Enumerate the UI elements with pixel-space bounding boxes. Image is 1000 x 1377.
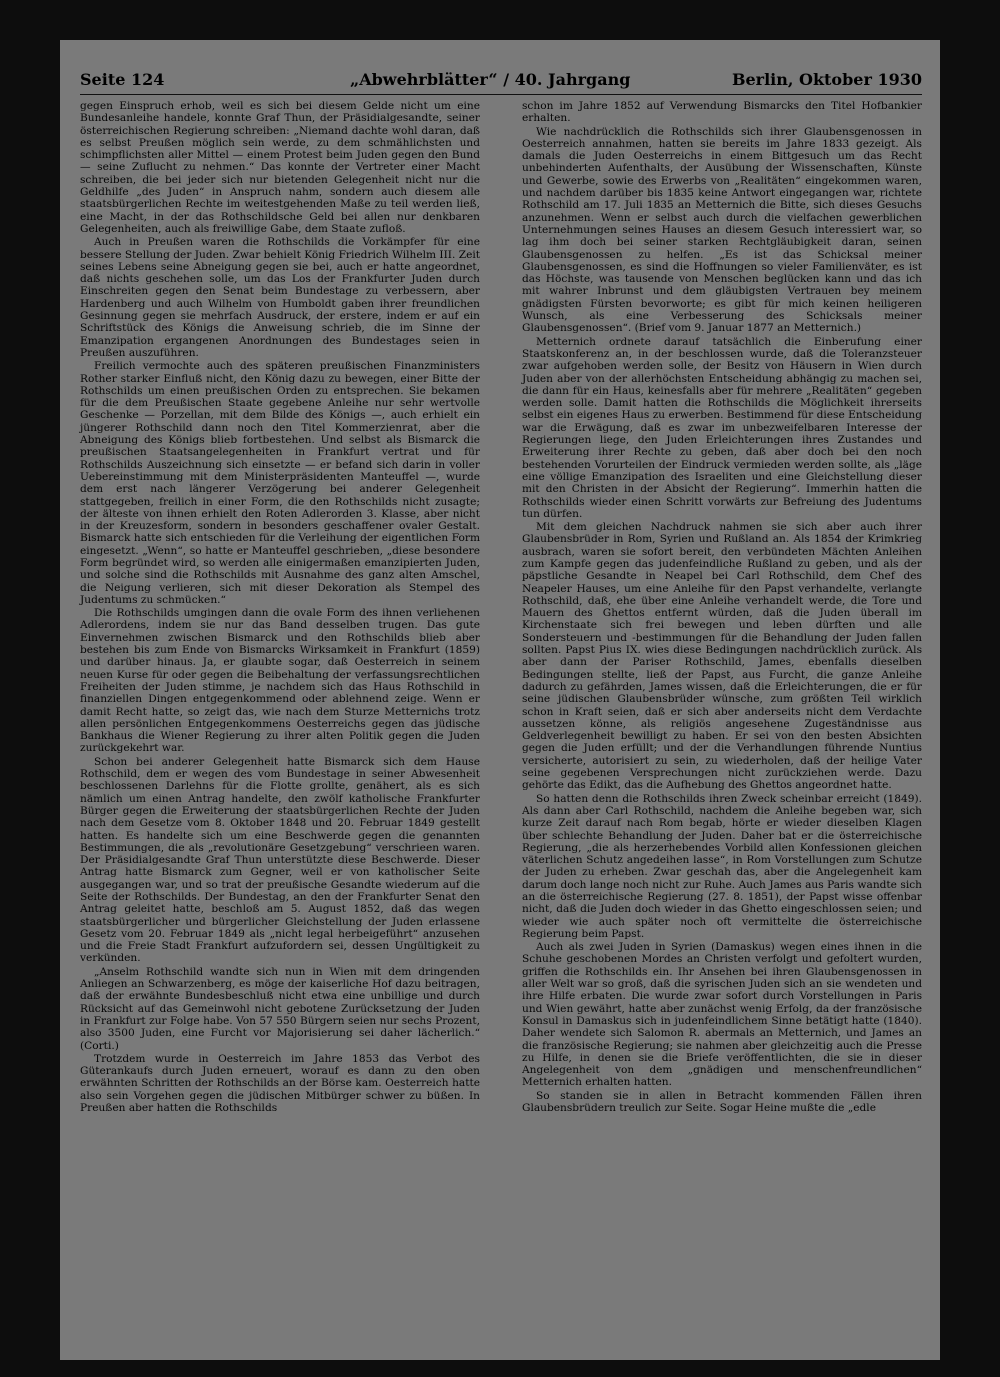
paragraph: Auch als zwei Juden in Syrien (Damaskus) wegen eines ihnen in die Schuhe geschobenen Mordes an Christen verfolgt und gefoltert wurden, griffen die Rothschilds ein. Ihr Ansehen bei ihren Glaubensgenossen in aller Welt war so groß, daß die syrischen Juden sich an sie wendeten und ihre Hilfe erbaten. Die wurde zwar sofort durch Vorstellungen in Paris und Wien gewährt, hatte aber zunächst wenig Erfolg, da der französische Konsul in Damaskus sich in judenfeindlichem Sinne betätigt hatte (1840). Daher wendete sich Salomon R. abermals an Metternich, und James an die französische Regierung; sie nahmen aber gleichzeitig auch die Presse zu Hilfe, in denen sie die Briefe veröffentlichten, die sie in dieser Angelegenheit von dem „gnädigen und menschenfreundlichen“ Metternich erhalten hatten. [522, 941, 922, 1089]
right-column [522, 100, 922, 1115]
paragraph: Trotzdem wurde in Oesterreich im Jahre 1853 das Verbot des Güterankaufs durch Juden erneuert, worauf es dann zu den oben erwähnten Schritten der Rothschilds an der Börse kam. Oesterreich hatte also sein Vorgehen gegen die jüdischen Mitbürger schwer zu büßen. In Preußen aber hatten die Rothschilds [80, 1052, 480, 1115]
paragraph: Mit dem gleichen Nachdruck nahmen sie sich aber auch ihrer Glaubensbrüder in Rom, Syrien und Rußland an. Als 1854 der Krimkrieg ausbrach, waren sie sofort bereit, den verbündeten Mächten Anleihen zum Kampfe gegen das judenfeindliche Rußland zu geben, und als der päpstliche Gesandte in Neapel bei Carl Rothschild, dem Chef des Neapeler Hauses, um eine Anleihe für den Papst verhandelte, verlangte Rothschild, daß, ehe über eine Anleihe verhandelt werde, die Tore und Mauern des Ghettos entfernt würden, daß die Juden überall im Kirchenstaate sich frei bewegen und leben dürften und alle Sondersteuern und -bestimmungen für die Behandlung der Juden fallen sollten. Papst Pius IX. wies diese Bedingungen nachdrücklich zurück. Als aber dann der Pariser Rothschild, James, ebenfalls dieselben Bedingungen stellte, ließ der Papst, aus Furcht, die ganze Anleihe dadurch zu gefährden, James wissen, daß die Erleichterungen, die er für seine jüdischen Glaubensbrüder wünsche, zum größten Teil wirklich schon in Kraft seien, daß er sich aber anderseits nicht dem Verdachte aussetzen könne, als religiös angesehene Zugeständnisse aus Geldverlegenheit bewilligt zu haben. Er sei von den besten Absichten gegen die Juden erfüllt; und der die Verhandlungen führende Nuntius versicherte, autorisiert zu sein, zu wiederholen, daß der heilige Vater seine gegebenen Versprechungen nicht zurückziehen werde. Dazu gehörte das Edikt, das die Aufhebung des Ghettos angeordnet hatte. [522, 521, 922, 792]
paragraph: schon im Jahre 1852 auf Verwendung Bismarcks den Titel Hofbankier erhalten. [522, 100, 922, 125]
paragraph: Metternich ordnete darauf tatsächlich die Einberufung einer Staatskonferenz an, in der beschlossen wurde, daß die Toleranzsteuer zwar aufgehoben werden solle, der Besitz von Häusern in Wien durch Juden aber von der allerhöchsten Entscheidung abhängig zu machen sei, die dann für ein Haus, keinesfalls aber für mehrere „Realitäten“ gegeben werden solle. Damit hatten die Rothschilds die Möglichkeit ihrerseits selbst ein eigenes Haus zu erwerben. Bestimmend für diese Entscheidung war die Erwägung, daß es zwar im unbezweifelbaren Interesse der Regierungen liege, den Juden Erleichterungen ihres Zustandes und Erweiterung ihrer Rechte zu geben, daß aber doch bei den noch bestehenden Vorurteilen der Eindruck vermieden werden sollte, als „läge eine völlige Emanzipation des Israeliten und eine Gleichstellung dieser mit den Christen in der Absicht der Regierung“. Immerhin hatten die Rothschilds wieder einen Schritt vorwärts zur Befreiung des Judentums tun dürfen. [522, 335, 922, 520]
header-rule [80, 94, 922, 95]
paragraph: Die Rothschilds umgingen dann die ovale Form des ihnen verliehenen Adlerordens, indem sie nur das Band desselben trugen. Das gute Einvernehmen zwischen Bismarck und den Rothschilds blieb aber bestehen bis zum Ende von Bismarcks Wirksamkeit in Frankfurt (1859) und darüber hinaus. Ja, er glaubte sogar, daß Oesterreich in seinem neuen Kurse für oder gegen die Beibehaltung der verfassungsrechtlichen Freiheiten der Juden stimme, je nachdem sich das Haus Rothschild in finanziellen Dingen entgegenkommend oder ablehnend zeige. Wenn er damit Recht hatte, so zeigt das, wie nach dem Sturze Metternichs trotz allen persönlichen Entgegenkommens Oesterreichs gegen das jüdische Bankhaus die Wiener Regierung zu ihrer alten Politik gegen die Juden zurückgekehrt war. [80, 607, 480, 755]
paragraph: Freilich vermochte auch des späteren preußischen Finanzministers Rother starker Einfluß nicht, den König dazu zu bewegen, einer Bitte der Rothschilds um einen preußischen Orden zu entsprechen. Sie bekamen für die dem Preußischen Staate gegebene Anleihe nur sehr wertvolle Geschenke — Porzellan, mit dem Bilde des Königs —, auch erhielt ein jüngerer Rothschild dann noch den Titel Kommerzienrat, aber die Abneigung des Königs blieb fortbestehen. Und selbst als Bismarck die preußischen Staatsangelegenheiten in Frankfurt vertrat und für Rothschilds Auszeichnung sich einsetzte — er befand sich darin in voller Uebereinstimmung mit dem Ministerpräsidenten Manteuffel —, wurde dem erst nach längerer Verzögerung bei anderer Gelegenheit stattgegeben, freilich in einer Form, die den Rothschilds nicht zusagte; der älteste von ihnen erhielt den Roten Adlerorden 3. Klasse, aber nicht in der Kreuzesform, sondern in besonders geschaffener ovaler Gestalt. Bismarck hatte sich entschieden für die Verleihung der eigentlichen Form eingesetzt. „Wenn“, so hatte er Manteuffel geschrieben, „diese besondere Form begründet wird, so werden alle einigermaßen emanzipierten Juden, und solche sind die Rothschilds mit Ausnahme des ganz alten Amschel, die Neigung verlieren, sich mit dieser Dekoration als Stempel des Judentums zu schmücken.“ [80, 360, 480, 606]
page-number: Seite 124 [80, 70, 165, 89]
paragraph: „Anselm Rothschild wandte sich nun in Wien mit dem dringenden Anliegen an Schwarzenberg, es möge der kaiserliche Hof dazu beitragen, daß der erwähnte Bundesbeschluß nicht etwa eine unbillige und durch Rücksicht auf das Gemeinwohl nicht gebotene Zurücksetzung der Juden in Frankfurt zur Folge habe. Von 57 550 Bürgern seien nur sechs Prozent, also 3500 Juden, eine Furcht vor Majorisierung sei daher lächerlich.“ (Corti.) [80, 965, 480, 1052]
paragraph: gegen Einspruch erhob, weil es sich bei diesem Gelde nicht um eine Bundesanleihe handele, konnte Graf Thun, der Präsidialgesandte, seiner österreichischen Regierung schreiben: „Niemand dachte wohl daran, daß es selbst Preußen möglich sein werde, zu dem schmählichsten und schimpflichsten aller Mittel — einem Protest beim Juden gegen den Bund — seine Zuflucht zu nehmen.“ Das konnte der Vertreter einer Macht schreiben, die bei jeder sich nur bietenden Gelegenheit nicht nur die Geldhilfe „des Juden“ in Anspruch nahm, sondern auch diesem alle staatsbürgerlichen Rechte im weitestgehenden Maße zu teil werden ließ, eine Macht, in der das Rothschildsche Geld bei allen nur denkbaren Gelegenheiten, auch als freiwillige Gabe, dem Staate zufloß. [80, 100, 480, 235]
journal-title-line [350, 70, 630, 90]
paragraph: Auch in Preußen waren die Rothschilds die Vorkämpfer für eine bessere Stellung der Juden. Zwar behielt König Friedrich Wilhelm III. Zeit seines Lebens seine Abneigung gegen sie bei, auch er hatte angeordnet, daß nichts geschehen solle, um das Los der Frankfurter Juden durch Einschreiten gegen den Senat beim Bundestage zu verbessern, aber Hardenberg und auch Wilhelm von Humboldt gaben ihrer freundlichen Gesinnung gegen sie mehrfach Ausdruck, der erstere, indem er auf ein Schriftstück des Königs die Anweisung schrieb, die im Sinne der Emanzipation ergangenen Anordnungen des Bundestages seien in Preußen auszuführen. [80, 236, 480, 359]
header-separator: / [503, 70, 510, 89]
paragraph: Wie nachdrücklich die Rothschilds sich ihrer Glaubensgenossen in Oesterreich annahmen, hatten sie bereits im Jahre 1833 gezeigt. Als damals die Juden Oesterreichs in einem Bittgesuch um das Recht unbehinderten Aufenthalts, der Ausübung der Wissenschaften, Künste und Gewerbe, sowie des Erwerbs von „Realitäten“ eingekommen waren, und nachdem darüber bis 1835 keine Antwort eingegangen war, richtete Rothschild am 17. Juli 1835 an Metternich die Bitte, sich dieses Gesuchs anzunehmen. Wenn er selbst auch durch die vielfachen gewerblichen Unternehmungen seines Hauses an diesem Gesuch interessiert war, so lag ihm doch bei seiner starken Rechtgläubigkeit daran, seinen Glaubensgenossen zu helfen. „Es ist das Schicksal meiner Glaubensgenossen, es sind die Hoffnungen so vieler Familienväter, es ist das Höchste, was tausende von Menschen beglücken kann und das ich mit wahrer Inbrunst und dem gläubigsten Vertrauen bey meinem gnädigsten Fürsten bevorworte; es gibt für mich keinen heiligeren Wunsch, als eine Verbesserung des Schicksals meiner Glaubensgenossen“. (Brief vom 9. Januar 1877 an Metternich.) [522, 125, 922, 335]
place-date: Berlin, Oktober 1930 [731, 70, 922, 89]
paragraph: So hatten denn die Rothschilds ihren Zweck scheinbar erreicht (1849). Als dann aber Carl Rothschild, nachdem die Anleihe begeben war, sich kurze Zeit darauf nach Rom begab, hörte er wieder dieselben Klagen über schlechte Behandlung der Juden. Daher bat er die österreichische Regierung, „die als herzerhebendes Vorbild allen Konfessionen gleichen väterlichen Schutz angedeihen lasse“, in Rom Vorstellungen zum Schutze der Juden zu erheben. Zwar geschah das, aber die Angelegenheit kam darum doch lange noch nicht zur Ruhe. Auch James aus Paris wandte sich an die österreichische Regierung (27. 8. 1851), der Papst wisse offenbar nicht, daß die Juden doch wieder in das Ghetto eingeschlossen seien; und wieder wie auch später noch oft vermittelte die österreichische Regierung beim Papst. [522, 792, 922, 940]
journal-title: „Abwehrblätter“ [350, 70, 498, 89]
paragraph: Schon bei anderer Gelegenheit hatte Bismarck sich dem Hause Rothschild, dem er wegen des vom Bundestage in seiner Abwesenheit beschlossenen Darlehns für die Flotte grollte, genähert, als es sich nämlich um einen Antrag handelte, den zwölf katholische Frankfurter Bürger gegen die Erweiterung der staatsbürgerlichen Rechte der Juden nach dem Gesetze vom 8. Oktober 1848 und 20. Februar 1849 gestellt hatten. Es handelte sich um eine Beschwerde gegen die genannten Bestimmungen, die als „revolutionäre Gesetzgebung“ verschrieen waren. Der Präsidialgesandte Graf Thun unterstützte diese Beschwerde. Dieser Antrag hatte Bismarck zum Gegner, weil er von katholischer Seite ausgegangen war, und so trat der preußische Gesandte wiederum auf die Seite der Rothschilds. Der Bundestag, an den der Frankfurter Senat den Antrag geleitet hatte, beschloß am 5. August 1852, daß das wegen staatsbürgerlicher und bürgerlicher Gleichstellung der Juden erlassene Gesetz vom 20. Februar 1849 als „nicht legal herbeigeführt“ anzusehen und die Freie Stadt Frankfurt aufzufordern sei, dessen Ungültigkeit zu verkünden. [80, 755, 480, 965]
paragraph: So standen sie in allen in Betracht kommenden Fällen ihren Glaubensbrüdern treulich zur Seite. Sogar Heine mußte die „edle [522, 1089, 922, 1115]
left-column [80, 100, 480, 1115]
volume: 40. Jahrgang [514, 70, 631, 89]
running-header [80, 70, 922, 92]
